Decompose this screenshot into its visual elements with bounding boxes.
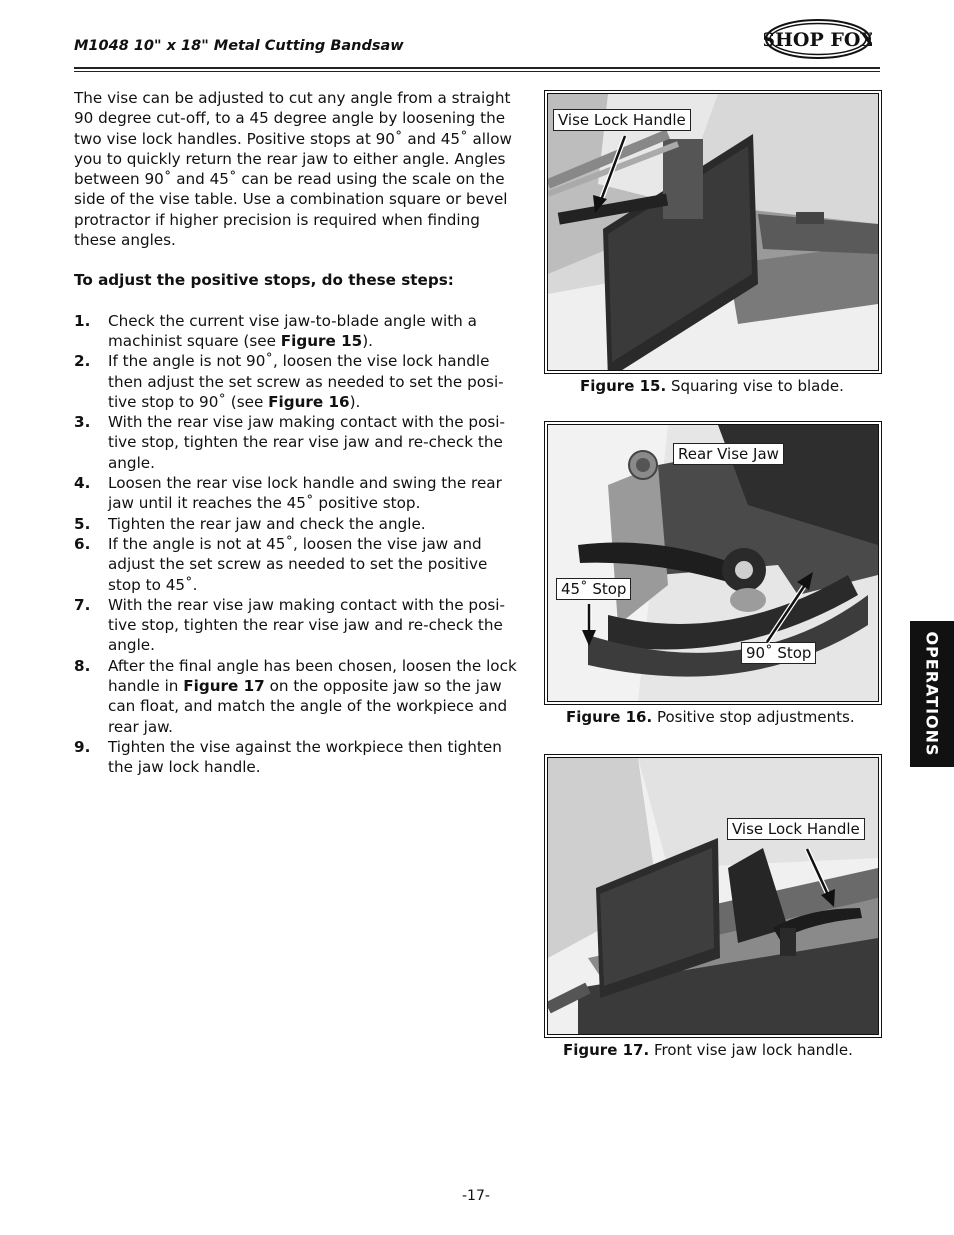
step-item <box>74 473 522 514</box>
figure-17-caption <box>563 1041 853 1059</box>
figure-16-label: Figure 16. <box>566 708 653 726</box>
body-text <box>74 88 522 778</box>
shop-fox-logo <box>764 18 872 60</box>
step-text: Loosen the rear vise lock handle and swing the rear jaw until it reaches the 45˚ positive stop. <box>108 474 502 513</box>
header-rule <box>74 67 880 69</box>
figure-17-caption-text: Front vise jaw lock handle. <box>649 1041 853 1059</box>
callout-90-stop: 90˚ Stop <box>741 642 816 664</box>
callout-arrow-icon <box>545 91 881 373</box>
step-number: 2. <box>74 352 91 371</box>
figure-16-caption-text: Positive stop adjustments. <box>652 708 855 726</box>
step-text: ). <box>349 392 361 411</box>
step-text: If the angle is not 90˚, loosen the vise lock handle then adjust the set screw as needed to set the posi-tive stop to 90˚ (see <box>108 352 504 411</box>
step-number: 4. <box>74 474 91 493</box>
page-number: -17- <box>462 1188 490 1204</box>
step-number: 3. <box>74 413 91 432</box>
figure-reference: Figure 16 <box>268 392 350 411</box>
figure-17-photo <box>544 754 882 1038</box>
step-number: 9. <box>74 737 91 756</box>
document-title: M1048 10" x 18" Metal Cutting Bandsaw <box>74 38 404 54</box>
step-item <box>74 412 522 473</box>
step-text: Tighten the vise against the workpiece then tighten the jaw lock handle. <box>108 737 502 777</box>
callout-rear-vise-jaw: Rear Vise Jaw <box>673 443 784 465</box>
step-item <box>74 514 522 534</box>
figure-16-caption <box>566 708 855 726</box>
step-number: 7. <box>74 595 91 614</box>
step-item <box>74 595 522 656</box>
step-text: Check the current vise jaw-to-blade angle with a machinist square (see <box>108 311 477 350</box>
step-text: Tighten the rear jaw and check the angle. <box>108 514 426 533</box>
step-text: If the angle is not at 45˚, loosen the vise jaw and adjust the set screw as needed to set the positive stop to 45˚. <box>108 534 488 594</box>
figure-reference: Figure 15 <box>280 331 363 350</box>
header-rule-thin <box>74 71 880 72</box>
figure-17-label: Figure 17. <box>563 1041 650 1059</box>
callout-arrows-icon <box>545 422 881 704</box>
figure-15-photo <box>544 90 882 374</box>
step-number: 8. <box>74 656 91 675</box>
callout-vise-lock-handle: Vise Lock Handle <box>553 109 691 131</box>
step-text: With the rear vise jaw making contact with the posi-tive stop, tighten the rear vise jaw and re-check the angle. <box>108 595 505 655</box>
step-number: 5. <box>74 514 91 533</box>
step-item <box>74 656 522 737</box>
section-tab-operations <box>910 621 954 767</box>
step-item <box>74 737 522 778</box>
figure-15-caption-text: Squaring vise to blade. <box>666 377 844 395</box>
step-number: 6. <box>74 534 91 553</box>
steps-list <box>74 311 522 778</box>
logo-text: SHOP FOX <box>764 29 872 51</box>
callout-arrow-icon <box>545 755 881 1037</box>
steps-heading: To adjust the positive stops, do these steps: <box>74 271 454 290</box>
figure-reference: Figure 17 <box>183 677 265 696</box>
step-item <box>74 311 522 352</box>
step-text: ). <box>362 331 374 350</box>
callout-45-stop: 45˚ Stop <box>556 578 631 600</box>
step-number: 1. <box>74 311 91 330</box>
callout-vise-lock-handle: Vise Lock Handle <box>727 818 865 840</box>
step-item <box>74 351 522 412</box>
step-text: With the rear vise jaw making contact with the posi-tive stop, tighten the rear vise jaw and re-check the angle. <box>108 413 505 472</box>
figure-15-caption <box>580 377 844 395</box>
figure-15-label: Figure 15. <box>580 377 667 395</box>
step-text: After the final angle has been chosen, loosen the lock handle in <box>108 656 517 696</box>
step-text: on the opposite jaw so the jaw can float, and match the angle of the workpiece and rear jaw. <box>108 677 508 736</box>
section-tab-label: OPERATIONS <box>922 631 942 757</box>
figure-16-photo <box>544 421 882 705</box>
intro-paragraph: The vise can be adjusted to cut any angle from a straight 90 degree cut-off, to a 45 degree angle by loosening the two vise lock handles. Positive stops at 90˚ and 45˚ allow you to quickly return the rear jaw to either angle. Angles between 90˚ and 45˚ can be read using the scale on the side of the vise table. Use a combination square or bevel protractor if higher precision is required when finding these angles. <box>74 89 512 250</box>
step-item <box>74 534 522 595</box>
